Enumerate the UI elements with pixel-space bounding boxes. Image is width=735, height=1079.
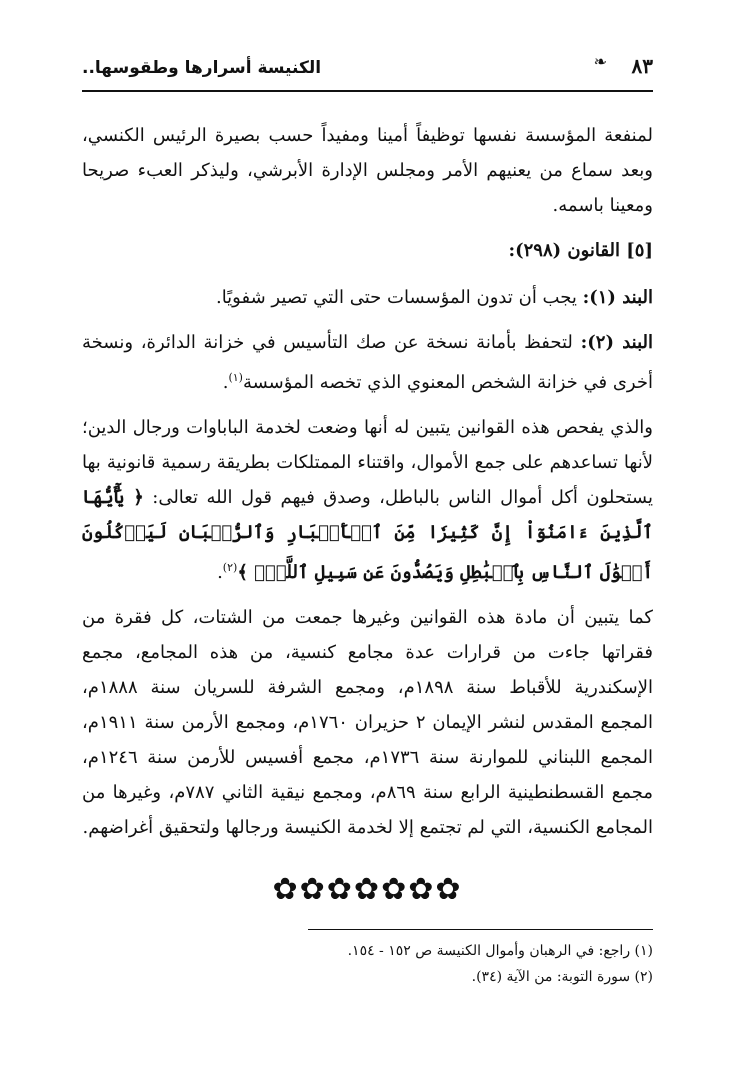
quran-verse: ﴿ يَٰٓأَيُّهَا ٱلَّذِينَ ءَامَنُوٓاْ إِنَّ كَثِيرٗا مِّنَ ٱلۡأَحۡبَارِ وَٱلرُّهۡبَانِ لَيَأۡكُلُونَ أَمۡوَٰلَ ٱلنَّاسِ بِٱلۡبَٰطِلِ وَيَصُدُّونَ عَن سَبِيلِ ٱللَّهِۗ ﴾: [82, 487, 653, 583]
footnote-2: (٢) سورة التوبة: من الآية (٣٤).: [471, 969, 653, 985]
paragraph-1: لمنفعة المؤسسة نفسها توظيفاً أمينا ومفيداً حسب بصيرة الرئيس الكنسي، وبعد سماع من يعنيهم الأمر ومجلس الإدارة الأبرشي، وليذكر العبء صريحا ومعينا باسمه.: [82, 125, 653, 216]
paragraph-3: كما يتبين أن مادة هذه القوانين وغيرها جمعت من الشتات، كل فقرة من فقراتها جاءت من قرارات عدة مجامع كنسية، من هذه المجامع، مجمع الإسكندرية للأقباط سنة ١٨٩٨م، ومجمع الشرفة للسريان سنة ١٨٨٨م، المجمع المقدس لنشر الإيمان ٢ حزيران ١٧٦٠م، ومجمع الأرمن سنة ١٩١١م، المجمع اللبناني للموارنة سنة ١٧٣٦م، مجمع أفسيس للأرمن سنة ١٢٤٦م، مجمع القسطنطينية الرابع سنة ٨٦٩م، ومجمع نيقية الثاني ٧٨٧م، وغيرها من المجامع الكنسية، التي لم تجتمع إلا لخدمة الكنيسة ورجالها ولتحقيق أغراضهم.: [82, 607, 654, 838]
header-rule: [82, 90, 653, 92]
paragraph-2-text: والذي يفحص هذه القوانين يتبين له أنها وضعت لخدمة الباباوات ورجال الدين؛ لأنها تساعدهم على جمع الأموال، واقتناء الممتلكات بطريقة رسمية قانونية بها يستحلون أكل أموال الناس بالباطل، وصدق فيهم قول الله تعالى:: [82, 417, 653, 508]
law-heading: [٥] القانون (٢٩٨):: [508, 240, 653, 261]
footnotes: [82, 938, 653, 990]
clause-2-text: لتحفظ بأمانة نسخة عن صك التأسيس في خزانة الدائرة، ونسخة أخرى في خزانة الشخص المعنوي الذي تخصه المؤسسة: [82, 332, 653, 393]
clause-1-text: يجب أن تدون المؤسسات حتى التي تصير شفويًا.: [215, 287, 583, 308]
paragraph-2-end: .: [217, 562, 223, 583]
section-divider-stars-icon: ✿✿✿✿✿✿✿: [272, 872, 463, 907]
clause-1-label: البند (١):: [582, 287, 653, 308]
page-number: ٨٣: [631, 54, 653, 78]
main-text: [82, 118, 653, 855]
footnote-rule: [308, 929, 653, 930]
footnote-1: (١) راجع: في الرهبان وأموال الكنيسة ص ١٥٢ - ١٥٤.: [347, 943, 653, 959]
clause-2: [82, 325, 653, 400]
footnote-ref-1: (١): [228, 371, 243, 384]
page-header: [82, 52, 653, 88]
paragraph-2: [82, 410, 653, 590]
running-title: الكنيسة أسرارها وطقوسها..: [82, 58, 322, 78]
page-number-ornament-icon: ❧: [593, 52, 607, 71]
footnote-ref-2: (٢): [222, 561, 238, 574]
clause-2-end: .: [222, 372, 229, 393]
clause-2-label: البند (٢):: [580, 332, 653, 353]
clause-1: [82, 280, 653, 315]
